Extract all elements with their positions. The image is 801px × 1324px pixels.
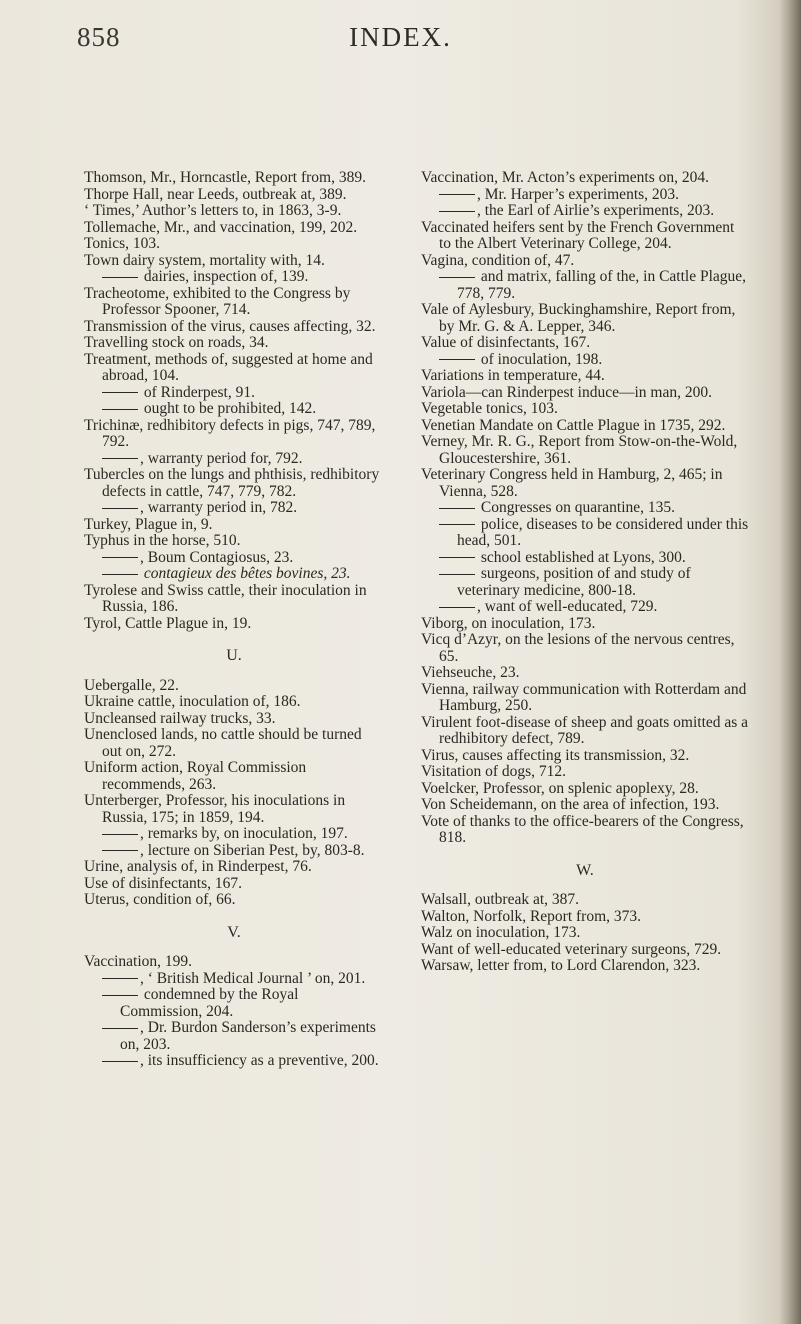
index-entry: Venetian Mandate on Cattle Plague in 1735, 292. xyxy=(421,416,726,434)
index-entry: Veterinary Congress held in Hamburg, 2, 465; in Vienna, 528. xyxy=(421,466,723,500)
index-entry: Thomson, Mr., Horncastle, Report from, 389. xyxy=(84,169,366,186)
ditto-dash xyxy=(439,500,477,517)
subentry-text: , remarks by, on inoculation, 197. xyxy=(140,825,348,842)
ditto-dash xyxy=(102,843,140,860)
ditto-dash xyxy=(102,451,140,468)
index-entry: Transmission of the virus, causes affecting, 32. xyxy=(84,317,376,335)
index-entry: Vale of Aylesbury, Buckinghamshire, Report from, by Mr. G. & A. Lepper, 346. xyxy=(421,301,736,335)
index-subentry xyxy=(84,401,384,418)
index-entry: Urine, analysis of, in Rinderpest, 76. xyxy=(84,858,312,875)
section-letter: V. xyxy=(227,923,241,941)
index-subentry xyxy=(421,187,749,204)
index-entry: Uterus, condition of, 66. xyxy=(84,891,236,908)
index-entry: Tyrol, Cattle Plague in, 19. xyxy=(84,614,252,632)
index-entry: Voelcker, Professor, on splenic apoplexy, 28. xyxy=(421,779,699,797)
index-subentry xyxy=(84,826,384,843)
subentry-text: , warranty period for, 792. xyxy=(140,449,303,467)
index-entry: Visitation of dogs, 712. xyxy=(421,763,567,780)
ditto-dash xyxy=(102,500,140,517)
index-entry: Vegetable tonics, 103. xyxy=(421,400,558,417)
index-subentry xyxy=(84,385,384,402)
subentry-text: , warranty period in, 782. xyxy=(140,499,298,516)
index-subentry xyxy=(421,566,749,599)
index-entry: Want of well-educated veterinary surgeons, 729. xyxy=(421,940,722,958)
index-entry: Vienna, railway communication with Rotterdam and Hamburg, 250. xyxy=(421,680,747,714)
index-entry: Ukraine cattle, inoculation of, 186. xyxy=(84,693,301,710)
index-entry: Tracheotome, exhibited to the Congress by Professor Spooner, 714. xyxy=(84,284,351,318)
section-letter: U. xyxy=(226,647,242,664)
ditto-dash xyxy=(102,987,140,1004)
index-subentry xyxy=(84,971,384,988)
ditto-dash xyxy=(102,385,140,402)
index-subentry xyxy=(421,599,749,616)
ditto-dash xyxy=(439,566,477,583)
subentry-text: , want of well-educated, 729. xyxy=(477,598,658,615)
index-entry: Tollemache, Mr., and vaccination, 199, 202. xyxy=(84,218,358,236)
index-entry: Treatment, methods of, suggested at home and abroad, 104. xyxy=(84,350,373,384)
index-subentry xyxy=(421,203,749,220)
ditto-dash xyxy=(439,187,477,204)
index-entry: Turkey, Plague in, 9. xyxy=(84,515,213,533)
subentry-text: Congresses on quarantine, 135. xyxy=(477,499,676,516)
index-entry: Tyrolese and Swiss cattle, their inoculation in Russia, 186. xyxy=(84,581,367,615)
subentry-text: , Boum Contagiosus, 23. xyxy=(140,548,294,566)
index-entry: Use of disinfectants, 167. xyxy=(84,874,242,892)
ditto-dash xyxy=(102,566,140,583)
subentry-text: , Dr. Burdon Sanderson’s experiments on, 203. xyxy=(120,1019,376,1053)
subentry-text: of inoculation, 198. xyxy=(477,350,603,368)
page-title: INDEX. xyxy=(349,22,452,52)
ditto-dash xyxy=(439,352,477,369)
index-column-left xyxy=(84,170,384,1070)
subentry-text: , ‘ British Medical Journal ’ on, 201. xyxy=(140,969,366,987)
index-entry: Tonics, 103. xyxy=(84,235,160,252)
ditto-dash xyxy=(102,269,140,286)
subentry-text: and matrix, falling of the, in Cattle Plague, 778, 779. xyxy=(457,268,747,302)
ditto-dash xyxy=(439,269,477,286)
index-entry: Uncleansed railway trucks, 33. xyxy=(84,709,276,727)
page-edge-shadow xyxy=(779,0,801,1324)
index-entry: Von Scheidemann, on the area of infection, 193. xyxy=(421,796,720,813)
index-subentry xyxy=(84,451,384,468)
page-header xyxy=(0,22,801,62)
index-entry: Virulent foot-disease of sheep and goats omitted as a redhibitory defect, 789. xyxy=(421,713,749,747)
index-entry: Vaccinated heifers sent by the French Government to the Albert Veterinary College, 204. xyxy=(421,218,735,252)
ditto-dash xyxy=(439,203,477,220)
subentry-text: surgeons, position of and study of veterinary medicine, 800-18. xyxy=(457,565,691,599)
index-column-right xyxy=(421,170,749,975)
index-entry: ‘ Times,’ Author’s letters to, in 1863, 3-9. xyxy=(84,202,342,219)
index-entry: Typhus in the horse, 510. xyxy=(84,532,241,549)
index-entry: Viehseuche, 23. xyxy=(421,664,520,681)
index-subentry xyxy=(84,500,384,517)
ditto-dash xyxy=(102,1053,140,1070)
subentry-text: police, diseases to be considered under this head, 501. xyxy=(457,515,749,549)
index-entry: Unenclosed lands, no cattle should be turned out on, 272. xyxy=(84,726,362,760)
ditto-dash xyxy=(102,401,140,418)
index-subentry xyxy=(84,1053,384,1070)
index-subentry xyxy=(84,843,384,860)
index-subentry xyxy=(421,352,749,369)
index-subentry xyxy=(84,269,384,286)
subentry-text: , its insufficiency as a preventive, 200. xyxy=(140,1052,379,1069)
ditto-dash xyxy=(102,826,140,843)
subentry-text: , Mr. Harper’s experiments, 203. xyxy=(477,185,680,203)
index-entry: Variations in temperature, 44. xyxy=(421,367,605,384)
ditto-dash xyxy=(102,550,140,567)
subentry-text: condemned by the Royal Commission, 204. xyxy=(120,986,299,1020)
ditto-dash xyxy=(102,971,140,988)
index-entry: Uniform action, Royal Commission recommends, 263. xyxy=(84,759,307,793)
index-subentry xyxy=(84,550,384,567)
subentry-text: dairies, inspection of, 139. xyxy=(140,268,309,285)
index-entry: Town dairy system, mortality with, 14. xyxy=(84,251,325,269)
index-entry: Vote of thanks to the office-bearers of the Congress, 818. xyxy=(421,812,744,846)
ditto-dash xyxy=(439,550,477,567)
ditto-dash xyxy=(439,599,477,616)
index-subentry xyxy=(84,1020,384,1053)
index-subentry xyxy=(421,517,749,550)
index-subentry xyxy=(84,566,384,583)
index-entry: Vicq d’Azyr, on the lesions of the nervous centres, 65. xyxy=(421,631,735,665)
index-entry: Walton, Norfolk, Report from, 373. xyxy=(421,907,642,925)
index-subentry xyxy=(421,269,749,302)
section-letter: W. xyxy=(576,861,594,879)
index-subentry xyxy=(84,987,384,1020)
ditto-dash xyxy=(102,1020,140,1037)
index-entry: Unterberger, Professor, his inoculations in Russia, 175; in 1859, 194. xyxy=(84,792,346,826)
index-entry: Virus, causes affecting its transmission, 32. xyxy=(421,746,690,764)
index-entry: Tubercles on the lungs and phthisis, redhibitory defects in cattle, 747, 779, 782. xyxy=(84,466,380,500)
index-entry: Warsaw, letter from, to Lord Clarendon, 323. xyxy=(421,957,701,974)
index-entry: Uebergalle, 22. xyxy=(84,676,179,694)
index-entry: Variola—can Rinderpest induce—in man, 200. xyxy=(421,383,712,401)
index-entry: Vaccination, 199. xyxy=(84,953,193,970)
index-entry: Vagina, condition of, 47. xyxy=(421,251,575,269)
index-entry: Walsall, outbreak at, 387. xyxy=(421,891,580,908)
index-entry: Viborg, on inoculation, 173. xyxy=(421,614,596,632)
subentry-text: of Rinderpest, 91. xyxy=(140,383,255,401)
ditto-dash xyxy=(439,517,477,534)
index-entry: Value of disinfectants, 167. xyxy=(421,334,591,351)
index-subentry xyxy=(421,550,749,567)
subentry-text: contagieux des bêtes bovines, 23. xyxy=(140,565,351,582)
page-number: 858 xyxy=(77,22,121,52)
subentry-text: ought to be prohibited, 142. xyxy=(140,400,317,417)
index-entry: Travelling stock on roads, 34. xyxy=(84,334,269,351)
subentry-text: school established at Lyons, 300. xyxy=(477,548,686,566)
index-entry: Walz on inoculation, 173. xyxy=(421,924,581,941)
index-entry: Verney, Mr. R. G., Report from Stow-on-the-Wold, Gloucestershire, 361. xyxy=(421,433,738,467)
index-entry: Vaccination, Mr. Acton’s experiments on, 204. xyxy=(421,169,709,186)
subentry-text: , the Earl of Airlie’s experiments, 203. xyxy=(477,202,715,219)
index-entry: Trichinæ, redhibitory defects in pigs, 747, 789, 792. xyxy=(84,416,376,450)
index-subentry xyxy=(421,500,749,517)
index-entry: Thorpe Hall, near Leeds, outbreak at, 389. xyxy=(84,185,347,203)
subentry-text: , lecture on Siberian Pest, by, 803-8. xyxy=(140,841,365,859)
